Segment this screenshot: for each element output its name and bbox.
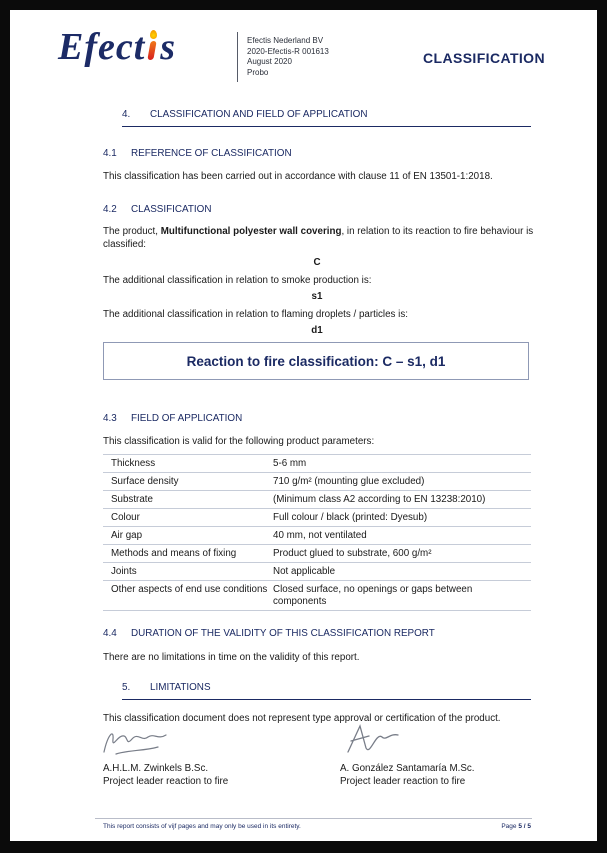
classification-header-label: CLASSIFICATION — [422, 50, 545, 66]
section-5-number: 5. — [122, 682, 131, 693]
section-4-3-heading — [103, 413, 242, 425]
footer-note: This report consists of vijf pages and may only be used in its entirety. — [103, 823, 301, 830]
main-classification-value: C — [313, 257, 321, 268]
param-value: 710 g/m² (mounting glue excluded) — [273, 476, 425, 487]
param-label: Air gap — [111, 530, 143, 541]
section-4-4-number: 4.4 — [103, 628, 117, 639]
param-value: 5-6 mm — [273, 458, 307, 469]
flame-stem-icon — [148, 41, 157, 60]
section-4-3-intro: This classification is valid for the following product parameters: — [103, 436, 375, 447]
smoke-classification-value: s1 — [311, 291, 323, 302]
table-row — [103, 581, 531, 611]
table-row — [103, 563, 531, 581]
report-info-block — [247, 36, 329, 78]
product-name: Multifunctional polyester wall covering — [160, 226, 342, 237]
droplets-classification-value: d1 — [311, 325, 323, 336]
param-value: Not applicable — [273, 566, 336, 577]
intro-prefix: The product, — [103, 226, 161, 237]
smoke-classification-text: The additional classification in relation to smoke production is: — [103, 275, 372, 286]
section-4-2-intro — [103, 225, 546, 251]
table-row — [103, 455, 531, 473]
footer-page-indicator — [501, 823, 531, 831]
section-4-title: CLASSIFICATION AND FIELD OF APPLICATION — [150, 109, 368, 120]
report-sheet — [10, 10, 597, 841]
param-label: Surface density — [111, 476, 179, 487]
param-label: Other aspects of end use conditions — [111, 584, 268, 595]
footer-divider — [95, 818, 532, 819]
section-4-2-number: 4.2 — [103, 204, 117, 215]
section-4-2-title: CLASSIFICATION — [131, 204, 212, 215]
fire-classification-result: Reaction to fire classification: C – s1, d1 — [186, 353, 446, 369]
company-name: Efectis Nederland BV — [247, 36, 324, 45]
section-4-3-number: 4.3 — [103, 413, 117, 424]
signatory-right — [340, 762, 475, 788]
param-value: Full colour / black (printed: Dyesub) — [273, 512, 428, 523]
section-4-heading — [122, 109, 531, 127]
client-name: Probo — [247, 67, 269, 77]
report-number: 2020-Efectis-R 001613 — [247, 46, 329, 56]
section-4-4-title: DURATION OF THE VALIDITY OF THIS CLASSIFICATION REPORT — [131, 628, 435, 639]
param-label: Thickness — [111, 458, 156, 469]
param-label: Substrate — [111, 494, 153, 505]
param-value: Closed surface, no openings or gaps between components — [273, 584, 473, 607]
section-4-2-heading — [103, 204, 211, 216]
signature-image-left — [98, 724, 182, 760]
droplets-classification-text: The additional classification in relation to flaming droplets / particles is: — [103, 309, 408, 320]
flame-dot-icon — [150, 30, 157, 39]
param-label: Joints — [111, 566, 137, 577]
section-4-4-body: There are no limitations in time on the validity of this report. — [103, 652, 360, 663]
logo-text-prefix: Efect — [58, 26, 146, 68]
table-row — [103, 527, 531, 545]
table-row — [103, 545, 531, 563]
section-5-title: LIMITATIONS — [150, 682, 211, 693]
signatory-left-name: A.H.L.M. Zwinkels B.Sc. — [103, 763, 209, 774]
parameters-table — [103, 454, 531, 611]
flame-icon — [147, 26, 158, 68]
efectis-logo — [58, 26, 176, 68]
section-4-1-number: 4.1 — [103, 148, 117, 159]
section-4-1-body: This classification has been carried out in accordance with clause 11 of EN 13501-1:2018. — [103, 171, 493, 182]
table-row — [103, 509, 531, 527]
section-4-3-title: FIELD OF APPLICATION — [131, 413, 243, 424]
param-label: Methods and means of fixing — [111, 548, 237, 559]
param-value: (Minimum class A2 according to EN 13238:2010) — [273, 494, 486, 505]
param-label: Colour — [111, 512, 140, 523]
section-5-heading — [122, 682, 531, 700]
section-4-4-heading — [103, 628, 435, 640]
header-divider — [237, 32, 238, 82]
footer-page-label: Page — [501, 823, 519, 830]
signatory-right-name: A. González Santamaría M.Sc. — [340, 763, 475, 774]
report-date: August 2020 — [247, 57, 292, 66]
signatory-right-role: Project leader reaction to fire — [340, 776, 466, 787]
param-value: 40 mm, not ventilated — [273, 530, 367, 541]
table-row — [103, 473, 531, 491]
section-4-1-heading — [103, 148, 292, 160]
signatory-left-role: Project leader reaction to fire — [103, 776, 229, 787]
section-5-body: This classification document does not represent type approval or certification of the product. — [103, 713, 501, 724]
signature-image-right — [338, 720, 410, 758]
section-4-1-title: REFERENCE OF CLASSIFICATION — [131, 148, 292, 159]
logo-text-suffix: s — [160, 26, 177, 68]
table-row — [103, 491, 531, 509]
param-value: Product glued to substrate, 600 g/m² — [273, 548, 432, 559]
fire-classification-result-box — [103, 342, 529, 380]
intro-suffix: , in relation to its reaction to fire behaviour is classified: — [103, 226, 534, 250]
signatory-left — [103, 762, 228, 788]
section-4-number: 4. — [122, 109, 131, 120]
footer-page-value: 5 / 5 — [518, 823, 531, 830]
